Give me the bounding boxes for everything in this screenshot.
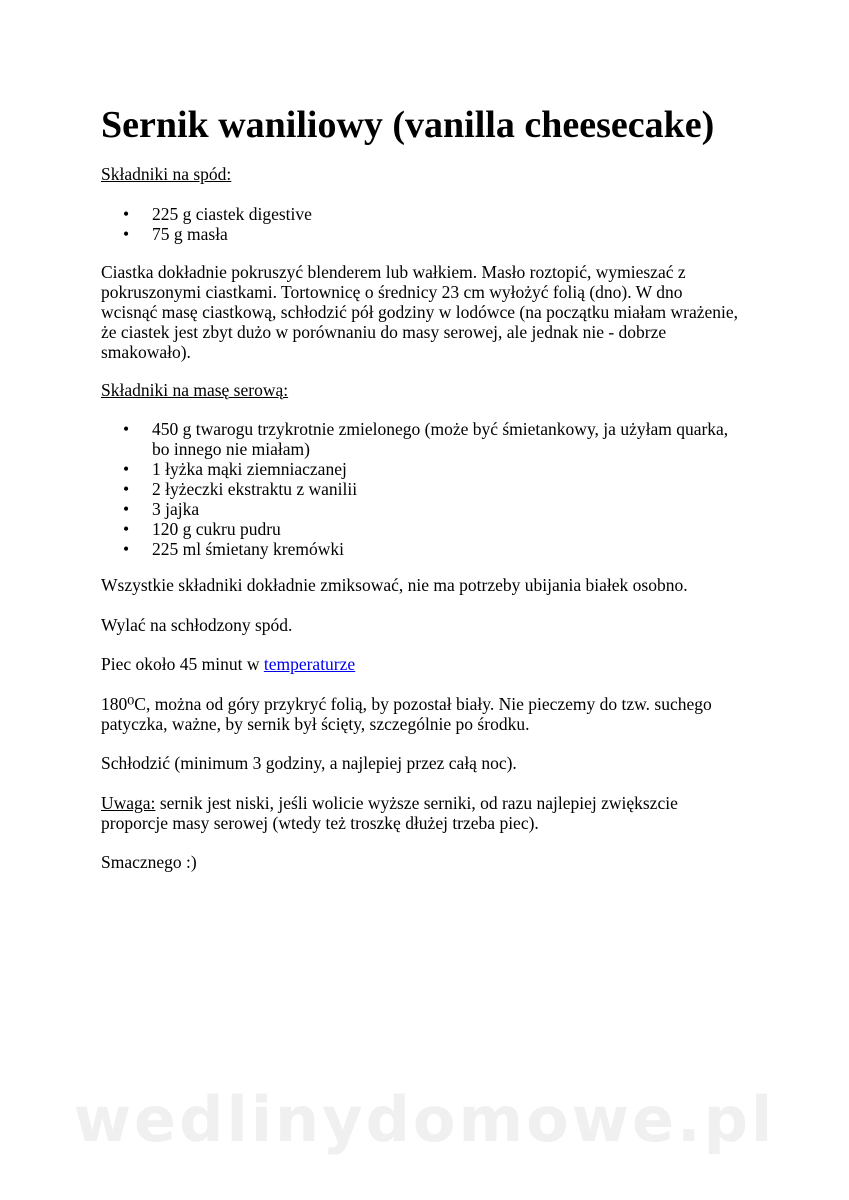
bullet-icon: •: [123, 519, 130, 539]
list-item: • 75 g masła: [123, 224, 228, 244]
list-item: • 120 g cukru pudru: [123, 519, 281, 539]
step-temperature: 180⁰C, można od góry przykryć folią, by pozostał biały. Nie pieczemy do tzw. suchego patyczka, ważne, by sernik był ścięty, szczególnie po środku.: [101, 694, 712, 734]
list-item: • 225 ml śmietany kremówki: [123, 539, 344, 559]
bullet-icon: •: [123, 479, 130, 499]
list-item: • 225 g ciastek digestive: [123, 204, 312, 224]
watermark: wedlinydomowe.pl: [73, 1083, 776, 1156]
base-instructions: Ciastka dokładnie pokruszyć blenderem lub wałkiem. Masło roztopić, wymieszać z pokruszonymi ciastkami. Tortownicę o średnicy 23 cm wyłożyć folią (dno). W dno wcisnąć masę ciastkową, schłodzić pół godziny w lodówce (na początku miałam wrażenie, że ciastek jest zbyt dużo w porównaniu do masy serowej, ale jednak nie - dobrze smakowało).: [101, 262, 739, 362]
cheese-ingredients-heading: Składniki na masę serową:: [101, 380, 289, 400]
bullet-icon: •: [123, 499, 130, 519]
bullet-icon: •: [123, 539, 130, 559]
step-bake: Piec około 45 minut w temperaturze: [101, 654, 356, 674]
list-item: • 2 łyżeczki ekstraktu z wanilii: [123, 479, 358, 499]
bullet-icon: •: [123, 459, 130, 479]
list-item: • 1 łyżka mąki ziemniaczanej: [123, 459, 347, 479]
step-mix: Wszystkie składniki dokładnie zmiksować, nie ma potrzeby ubijania białek osobno.: [101, 575, 688, 595]
bullet-icon: •: [123, 224, 130, 244]
recipe-title: Sernik waniliowy (vanilla cheesecake): [101, 104, 715, 146]
temperature-link[interactable]: temperaturze: [263, 654, 356, 674]
closing: Smacznego :): [101, 852, 197, 872]
note: Uwaga: sernik jest niski, jeśli wolicie wyższe serniki, od razu najlepiej zwiększcie proporcje masy serowej (wtedy też troszkę dłużej trzeba piec).: [101, 793, 678, 833]
list-item: • 450 g twarogu trzykrotnie zmielonego (może być śmietankowy, ja użyłam quarka, bo innego nie miałam): [123, 419, 729, 459]
step-pour: Wylać na schłodzony spód.: [101, 615, 293, 635]
note-label: Uwaga:: [101, 793, 156, 813]
base-ingredients-heading: Składniki na spód:: [101, 164, 232, 184]
base-ingredients-list: [101, 204, 741, 244]
cheese-ingredients-list: [101, 419, 741, 559]
step-chill: Schłodzić (minimum 3 godziny, a najlepiej przez całą noc).: [101, 753, 517, 773]
bullet-icon: •: [123, 419, 130, 439]
list-item: • 3 jajka: [123, 499, 200, 519]
bullet-icon: •: [123, 204, 130, 224]
